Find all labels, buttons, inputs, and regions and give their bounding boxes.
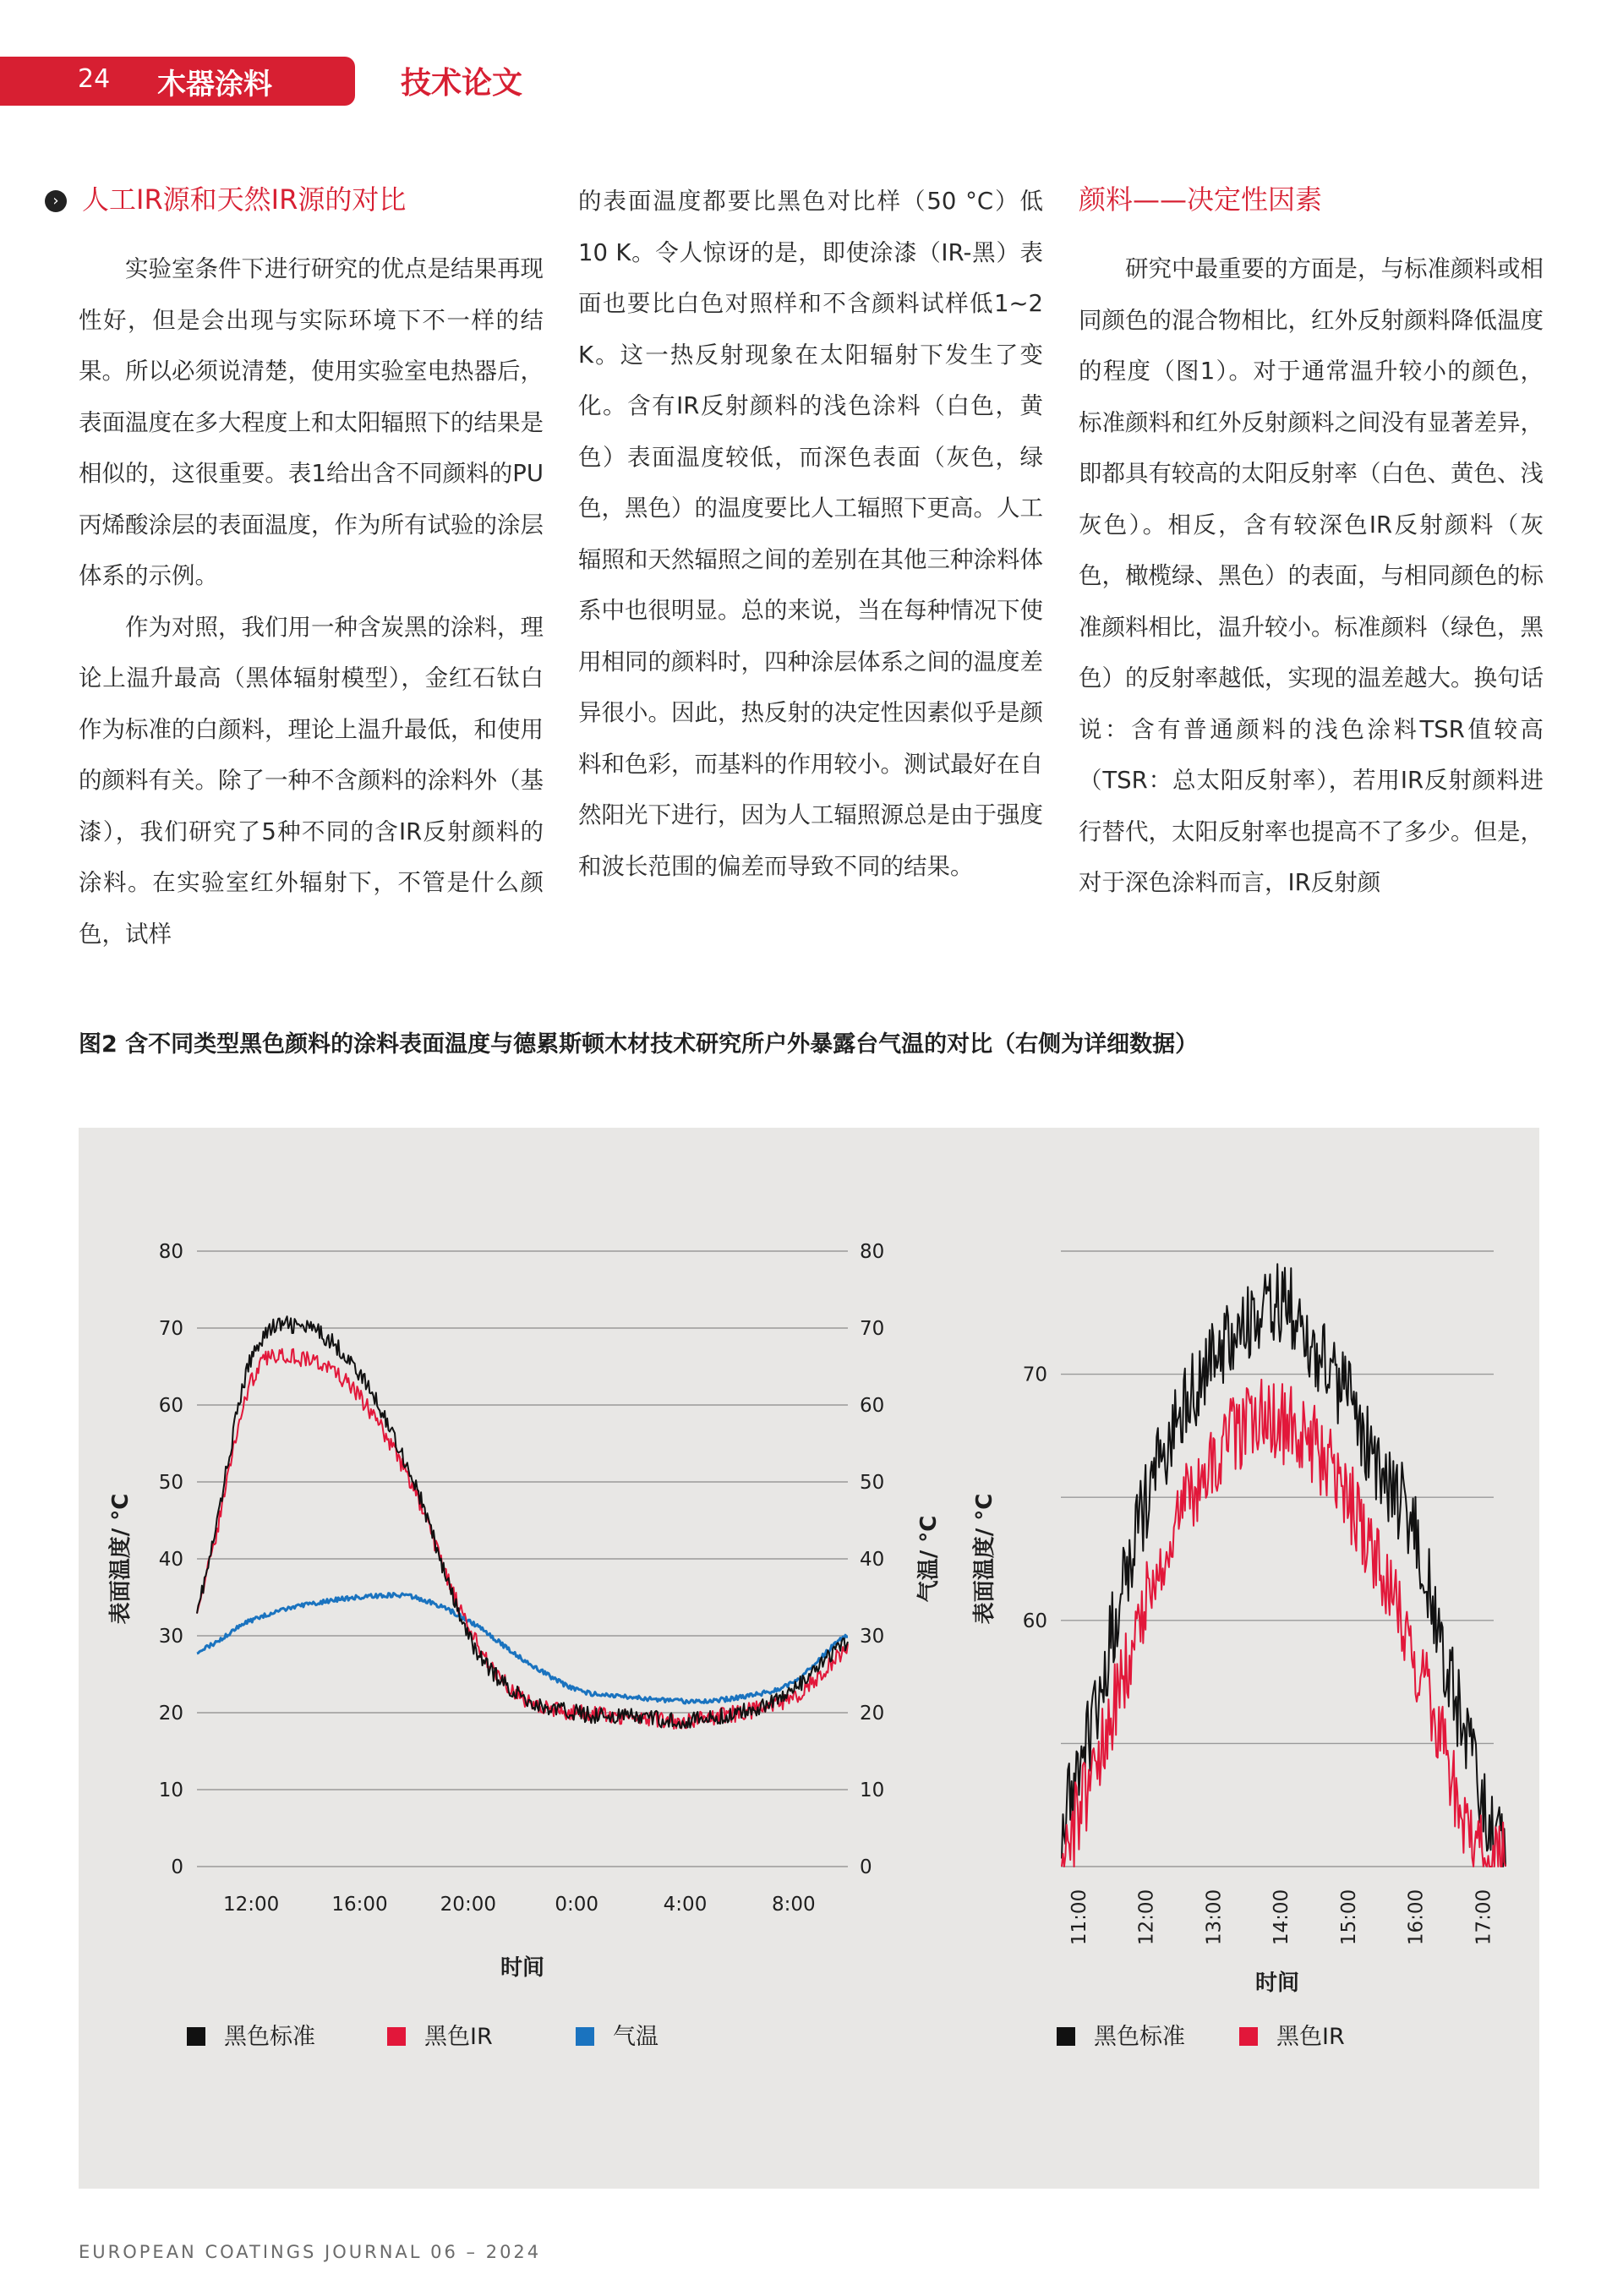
y-axis-label: 表面温度/ °C bbox=[972, 1493, 997, 1625]
y2-tick-label: 50 bbox=[860, 1472, 885, 1494]
legend-label: 黑色IR bbox=[424, 2024, 493, 2050]
x-tick-label: 16:00 bbox=[1405, 1889, 1428, 1946]
section-heading bbox=[52, 176, 544, 223]
legend-swatch bbox=[576, 2027, 594, 2046]
series-line-黑色IR bbox=[197, 1349, 848, 1729]
legend-swatch bbox=[1057, 2027, 1075, 2046]
y-tick-label: 50 bbox=[158, 1472, 183, 1494]
x-axis-label: 时间 bbox=[1254, 1971, 1300, 1996]
legend-label: 气温 bbox=[613, 2024, 658, 2050]
y-tick-label: 70 bbox=[1022, 1364, 1047, 1386]
y-tick-label: 60 bbox=[158, 1395, 183, 1417]
y-tick-label: 10 bbox=[158, 1779, 183, 1801]
x-tick-label: 12:00 bbox=[1135, 1889, 1158, 1946]
figure-charts bbox=[79, 1128, 1539, 2189]
x-tick-label: 16:00 bbox=[331, 1894, 388, 1916]
x-tick-label: 4:00 bbox=[663, 1894, 708, 1916]
figure-panel bbox=[79, 1128, 1539, 2189]
y2-axis-label: 气温/ °C bbox=[916, 1515, 942, 1603]
paragraph: 作为对照，我们用一种含炭黑的涂料，理论上温升最高（黑体辐射模型），金红石钛白作为标准的白颜料，理论上温升最低，和使用的颜料有关。除了一种不含颜料的涂料外（基漆），我们研究了5种不同的含IR反射颜料的涂料。在实验室红外辐射下，不管是什么颜色，试样 bbox=[79, 613, 544, 948]
category-title: 技术论文 bbox=[401, 66, 523, 101]
x-axis-label: 时间 bbox=[500, 1955, 545, 1981]
y2-tick-label: 40 bbox=[860, 1549, 885, 1571]
x-tick-label: 17:00 bbox=[1473, 1889, 1495, 1946]
legend-swatch bbox=[1239, 2027, 1258, 2046]
x-tick-label: 11:00 bbox=[1068, 1889, 1090, 1946]
x-tick-label: 20:00 bbox=[440, 1894, 496, 1916]
paragraph: 的表面温度都要比黑色对比样（50 °C）低10 K。令人惊讶的是，即使涂漆（IR-黑）表面也要比白色对照样和不含颜料试样低1~2 K。这一热反射现象在太阳辐射下发生了变化。含有IR反射颜料的浅色涂料（白色，黄色）表面温度较低，而深色表面（灰色，绿色，黑色）的温度要比人工辐照下更高。人工辐照和天然辐照之间的差别在其他三种涂料体系中也很明显。总的来说，当在每种情况下使用相同的颜料时，四种涂层体系之间的温度差异很小。因此，热反射的决定性因素似乎是颜料和色彩，而基料的作用较小。测试最好在自然阳光下进行，因为人工辐照源总是由于强度和波长范围的偏差而导致不同的结果。 bbox=[578, 188, 1043, 880]
y2-tick-label: 80 bbox=[860, 1241, 885, 1263]
legend-label: 黑色标准 bbox=[1094, 2024, 1185, 2050]
y-tick-label: 60 bbox=[1022, 1610, 1047, 1632]
y-tick-label: 30 bbox=[158, 1626, 183, 1648]
series-line-黑色标准 bbox=[197, 1316, 848, 1728]
y2-tick-label: 70 bbox=[860, 1318, 885, 1340]
column-2 bbox=[578, 176, 1043, 892]
column-1 bbox=[52, 176, 544, 959]
y2-tick-label: 60 bbox=[860, 1395, 885, 1417]
y2-tick-label: 20 bbox=[860, 1703, 885, 1725]
x-tick-label: 14:00 bbox=[1271, 1889, 1293, 1946]
arrow-bullet-icon: › bbox=[45, 190, 67, 212]
x-tick-label: 13:00 bbox=[1203, 1889, 1226, 1946]
column-3 bbox=[1079, 176, 1544, 909]
y-tick-label: 70 bbox=[158, 1318, 183, 1340]
legend-label: 黑色标准 bbox=[224, 2024, 315, 2050]
y-axis-label: 表面温度/ °C bbox=[108, 1493, 134, 1625]
legend-swatch bbox=[387, 2027, 406, 2046]
figure-caption: 图2 含不同类型黑色颜料的涂料表面温度与德累斯顿木材技术研究所户外暴露台气温的对比（右侧为详细数据） bbox=[79, 1031, 1199, 1058]
x-tick-label: 15:00 bbox=[1337, 1889, 1360, 1946]
x-tick-label: 8:00 bbox=[772, 1894, 816, 1916]
page-number: 24 bbox=[78, 64, 111, 94]
y-tick-label: 0 bbox=[171, 1856, 183, 1878]
paragraph: 研究中最重要的方面是，与标准颜料或相同颜色的混合物相比，红外反射颜料降低温度的程度（图1）。对于通常温升较小的颜色，标准颜料和红外反射颜料之间没有显著差异，即都具有较高的太阳反射率（白色、黄色、浅灰色）。相反，含有较深色IR反射颜料（灰色，橄榄绿、黑色）的表面，与相同颜色的标准颜料相比，温升较小。标准颜料（绿色，黑色）的反射率越低，实现的温差越大。换句话说：含有普通颜料的浅色涂料TSR值较高（TSR：总太阳反射率），若用IR反射颜料进行替代，太阳反射率也提高不了多少。但是，对于深色涂料而言，IR反射颜 bbox=[1079, 255, 1544, 896]
y2-tick-label: 0 bbox=[860, 1856, 872, 1878]
y-tick-label: 20 bbox=[158, 1703, 183, 1725]
legend-label: 黑色IR bbox=[1276, 2024, 1345, 2050]
x-tick-label: 12:00 bbox=[223, 1894, 280, 1916]
y-tick-label: 80 bbox=[158, 1241, 183, 1263]
paragraph: 实验室条件下进行研究的优点是结果再现性好，但是会出现与实际环境下不一样的结果。所以必须说清楚，使用实验室电热器后，表面温度在多大程度上和太阳辐照下的结果是相似的，这很重要。表1给出含不同颜料的PU丙烯酸涂层的表面温度，作为所有试验的涂层体系的示例。 bbox=[79, 255, 544, 589]
legend-swatch bbox=[187, 2027, 205, 2046]
y-tick-label: 40 bbox=[158, 1549, 183, 1571]
heading-text: 人工IR源和天然IR源的对比 bbox=[82, 183, 407, 216]
y2-tick-label: 30 bbox=[860, 1626, 885, 1648]
section-heading: 颜料——决定性因素 bbox=[1079, 183, 1323, 216]
x-tick-label: 0:00 bbox=[555, 1894, 598, 1916]
section-title: 木器涂料 bbox=[157, 68, 272, 101]
series-line-气温 bbox=[197, 1594, 848, 1704]
y2-tick-label: 10 bbox=[860, 1779, 885, 1801]
footer-journal: EUROPEAN COATINGS JOURNAL 06 – 2024 bbox=[79, 2242, 542, 2262]
series-line-黑色标准 bbox=[1062, 1264, 1506, 1867]
